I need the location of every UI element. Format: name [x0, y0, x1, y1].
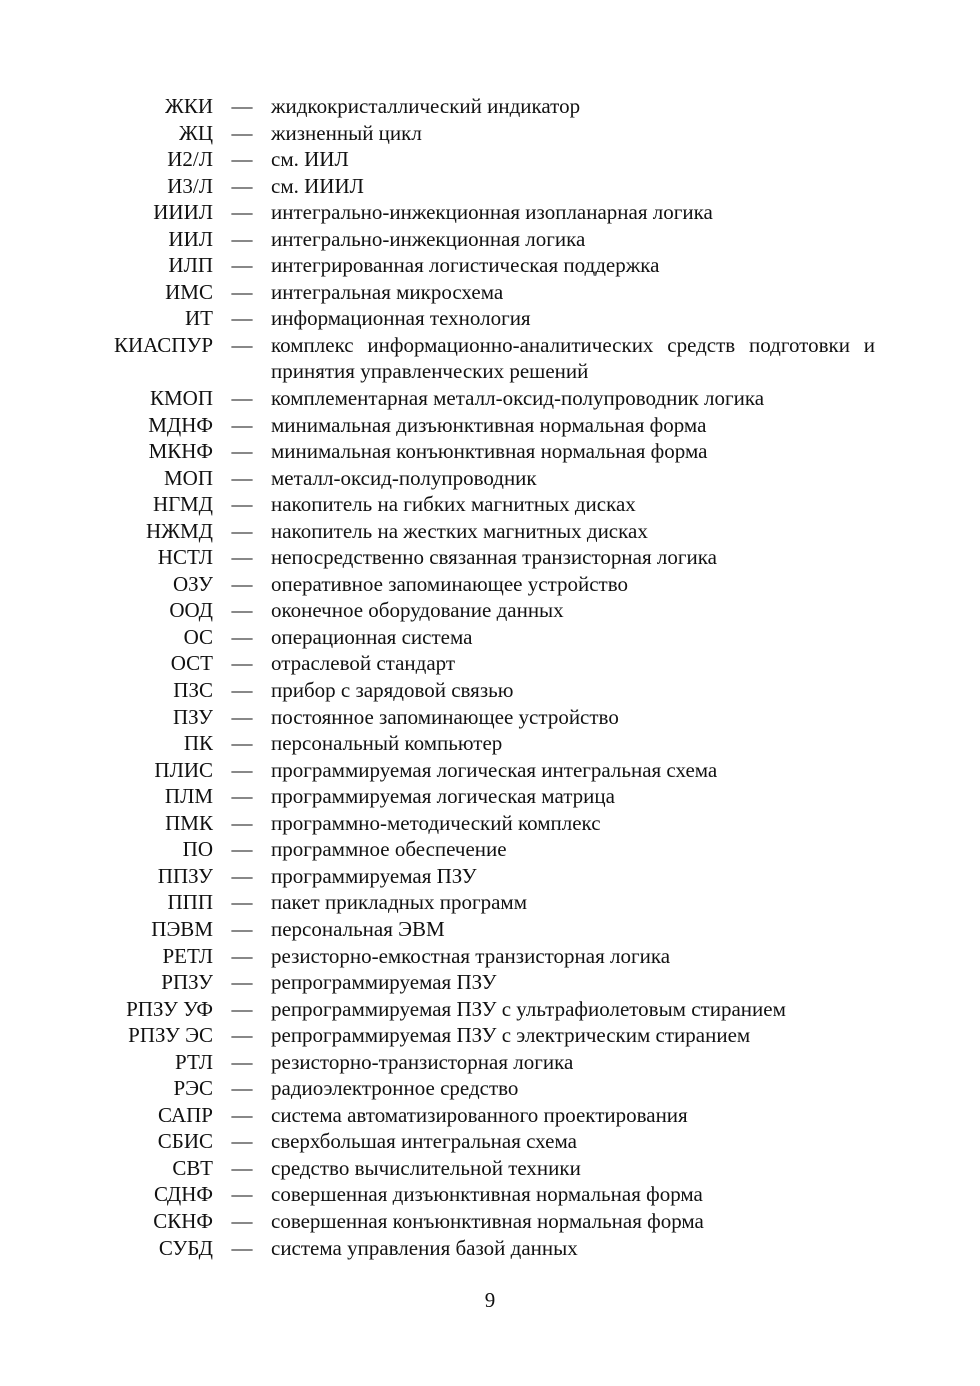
dash-separator: —	[231, 94, 253, 118]
list-item	[0, 385, 980, 412]
list-item	[0, 226, 980, 253]
abbreviation: МОП	[163, 465, 213, 490]
abbreviation: СВТ	[172, 1155, 213, 1180]
list-item	[0, 704, 980, 731]
definition: минимальная конъюнктивная нормальная форма	[271, 439, 708, 464]
abbreviation: ППЗУ	[157, 863, 213, 888]
list-item	[0, 518, 980, 545]
abbreviation: ПЭВМ	[151, 916, 213, 941]
abbreviation: ОСТ	[170, 651, 213, 676]
list-item	[0, 1235, 980, 1262]
definition: жизненный цикл	[271, 120, 422, 145]
definition: оперативное запоминающее устройство	[271, 571, 629, 596]
definition: персональный компьютер	[271, 731, 503, 756]
definition: комплементарная металл-оксид-полупроводник логика	[271, 386, 765, 411]
list-item	[0, 1075, 980, 1102]
dash-separator: —	[231, 465, 253, 490]
list-item	[0, 412, 980, 439]
list-item	[0, 571, 980, 598]
definition: постоянное запоминающее устройство	[271, 704, 619, 729]
definition: репрограммируемая ПЗУ с ультрафиолетовым стиранием	[271, 996, 786, 1021]
abbreviation: ППП	[167, 890, 213, 915]
list-item	[0, 1208, 980, 1235]
list-item	[0, 544, 980, 571]
definition: оконечное оборудование данных	[271, 598, 564, 623]
dash-separator: —	[231, 651, 253, 676]
dash-separator: —	[231, 731, 253, 756]
abbreviation: НСТЛ	[157, 545, 213, 570]
list-item	[0, 943, 980, 970]
definition: операционная система	[271, 624, 473, 649]
list-item	[0, 597, 980, 624]
dash-separator: —	[231, 518, 253, 543]
definition: персональная ЭВМ	[271, 916, 445, 941]
dash-separator: —	[231, 439, 253, 464]
dash-separator: —	[231, 492, 253, 517]
abbreviation: МКНФ	[148, 439, 213, 464]
definition: прибор с зарядовой связью	[271, 678, 514, 703]
definition: средство вычислительной техники	[271, 1155, 581, 1180]
dash-separator: —	[231, 1129, 253, 1154]
list-item	[0, 916, 980, 943]
definition: интегральная микросхема	[271, 279, 504, 304]
list-item	[0, 836, 980, 863]
abbreviation: СКНФ	[153, 1208, 213, 1233]
list-item	[0, 624, 980, 651]
abbreviation: РЭС	[173, 1076, 213, 1101]
dash-separator: —	[231, 943, 253, 968]
abbreviation: И3/Л	[167, 173, 213, 198]
definition: см. ИИИЛ	[271, 173, 364, 198]
dash-separator: —	[231, 253, 253, 278]
dash-separator: —	[231, 996, 253, 1021]
list-item	[0, 491, 980, 518]
list-item	[0, 305, 980, 332]
definition: интегрально-инжекционная логика	[271, 226, 586, 251]
abbreviation: РПЗУ	[161, 970, 213, 995]
definition: пакет прикладных программ	[271, 890, 527, 915]
list-item	[0, 332, 980, 385]
dash-separator: —	[231, 1235, 253, 1260]
dash-separator: —	[231, 200, 253, 225]
dash-separator: —	[231, 916, 253, 941]
dash-separator: —	[231, 1182, 253, 1207]
dash-separator: —	[231, 598, 253, 623]
definition: накопитель на жестких магнитных дисках	[271, 518, 648, 543]
definition: резисторно-емкостная транзисторная логика	[271, 943, 671, 968]
abbreviation: ИТ	[185, 306, 213, 331]
definition: репрограммируемая ПЗУ с электрическим стиранием	[271, 1023, 751, 1048]
dash-separator: —	[231, 678, 253, 703]
abbreviation: ИИИЛ	[153, 200, 213, 225]
dash-separator: —	[231, 147, 253, 172]
list-item	[0, 650, 980, 677]
definition: радиоэлектронное средство	[271, 1076, 519, 1101]
abbreviation: РЕТЛ	[162, 943, 213, 968]
abbreviation: МДНФ	[148, 412, 213, 437]
dash-separator: —	[231, 545, 253, 570]
dash-separator: —	[231, 624, 253, 649]
definition: накопитель на гибких магнитных дисках	[271, 492, 636, 517]
dash-separator: —	[231, 1208, 253, 1233]
definition: непосредственно связанная транзисторная логика	[271, 545, 717, 570]
list-item	[0, 1128, 980, 1155]
list-item	[0, 199, 980, 226]
page-number: 9	[484, 1288, 496, 1312]
dash-separator: —	[231, 412, 253, 437]
dash-separator: —	[231, 810, 253, 835]
dash-separator: —	[231, 970, 253, 995]
abbreviation: ПЗУ	[172, 704, 213, 729]
dash-separator: —	[231, 386, 253, 411]
dash-separator: —	[231, 757, 253, 782]
abbreviation: СБИС	[157, 1129, 213, 1154]
definition: комплекс информационно-аналитических средств подготовки и принятия управленческих решений	[271, 332, 875, 384]
abbreviation: ОЗУ	[172, 571, 213, 596]
definition: совершенная конъюнктивная нормальная форма	[271, 1208, 704, 1233]
definition: резисторно-транзисторная логика	[271, 1049, 574, 1074]
definition: программно-методический комплекс	[271, 810, 601, 835]
list-item	[0, 252, 980, 279]
abbreviation: РТЛ	[175, 1049, 213, 1074]
abbreviation: ОС	[183, 624, 213, 649]
dash-separator: —	[231, 863, 253, 888]
dash-separator: —	[231, 120, 253, 145]
abbreviation: НЖМД	[146, 518, 213, 543]
definition: совершенная дизъюнктивная нормальная форма	[271, 1182, 703, 1207]
dash-separator: —	[231, 1155, 253, 1180]
dash-separator: —	[231, 1076, 253, 1101]
abbreviation: СДНФ	[153, 1182, 213, 1207]
dash-separator: —	[231, 332, 253, 357]
list-item	[0, 1155, 980, 1182]
dash-separator: —	[231, 1049, 253, 1074]
abbreviation: ПЛИС	[154, 757, 213, 782]
list-item	[0, 889, 980, 916]
list-item	[0, 677, 980, 704]
abbreviation: САПР	[158, 1102, 213, 1127]
definition: программируемая логическая интегральная схема	[271, 757, 718, 782]
definition: программное обеспечение	[271, 837, 507, 862]
list-item	[0, 1102, 980, 1129]
abbreviation: ПК	[183, 731, 213, 756]
list-item	[0, 730, 980, 757]
definition: интегрально-инжекционная изопланарная логика	[271, 200, 713, 225]
list-item	[0, 810, 980, 837]
abbreviation: ИЛП	[168, 253, 213, 278]
list-item	[0, 279, 980, 306]
list-item	[0, 465, 980, 492]
abbreviation: ЖЦ	[179, 120, 213, 145]
list-item	[0, 1022, 980, 1049]
abbreviation: ПО	[182, 837, 213, 862]
abbreviation: ПЛМ	[164, 784, 213, 809]
dash-separator: —	[231, 306, 253, 331]
list-item	[0, 173, 980, 200]
list-item	[0, 438, 980, 465]
definition: информационная технология	[271, 306, 531, 331]
abbreviation: РПЗУ ЭС	[128, 1023, 213, 1048]
definition: жидкокристаллический индикатор	[271, 94, 581, 118]
list-item	[0, 969, 980, 996]
dash-separator: —	[231, 1023, 253, 1048]
definition: система управления базой данных	[271, 1235, 578, 1260]
list-item	[0, 757, 980, 784]
definition: сверхбольшая интегральная схема	[271, 1129, 577, 1154]
abbreviation: ИМС	[165, 279, 213, 304]
dash-separator: —	[231, 226, 253, 251]
definition: программируемая ПЗУ	[271, 863, 477, 888]
dash-separator: —	[231, 704, 253, 729]
list-item	[0, 783, 980, 810]
list-item	[0, 146, 980, 173]
dash-separator: —	[231, 1102, 253, 1127]
list-item	[0, 93, 980, 120]
abbreviation: ИИЛ	[168, 226, 213, 251]
list-item	[0, 863, 980, 890]
dash-separator: —	[231, 279, 253, 304]
abbreviation: СУБД	[158, 1235, 213, 1260]
abbreviation: ПЗС	[173, 678, 213, 703]
list-item	[0, 120, 980, 147]
definition: см. ИИЛ	[271, 147, 349, 172]
definition: программируемая логическая матрица	[271, 784, 615, 809]
list-item	[0, 1181, 980, 1208]
abbreviation: РПЗУ УФ	[126, 996, 213, 1021]
abbreviation: ООД	[169, 598, 213, 623]
list-item	[0, 1049, 980, 1076]
abbreviation: ЖКИ	[165, 94, 213, 118]
abbreviation: НГМД	[152, 492, 213, 517]
abbreviation: И2/Л	[167, 147, 213, 172]
definition: интегрированная логистическая поддержка	[271, 253, 660, 278]
dash-separator: —	[231, 784, 253, 809]
abbreviation: КМОП	[149, 386, 213, 411]
definition: отраслевой стандарт	[271, 651, 456, 676]
abbreviation: ПМК	[165, 810, 213, 835]
dash-separator: —	[231, 837, 253, 862]
abbreviation-list	[0, 93, 980, 1261]
definition: металл-оксид-полупроводник	[271, 465, 537, 490]
dash-separator: —	[231, 890, 253, 915]
abbreviation: КИАСПУР	[113, 332, 213, 357]
dash-separator: —	[231, 173, 253, 198]
definition: репрограммируемая ПЗУ	[271, 970, 497, 995]
dash-separator: —	[231, 571, 253, 596]
list-item	[0, 996, 980, 1023]
definition: минимальная дизъюнктивная нормальная форма	[271, 412, 707, 437]
definition: система автоматизированного проектирования	[271, 1102, 688, 1127]
